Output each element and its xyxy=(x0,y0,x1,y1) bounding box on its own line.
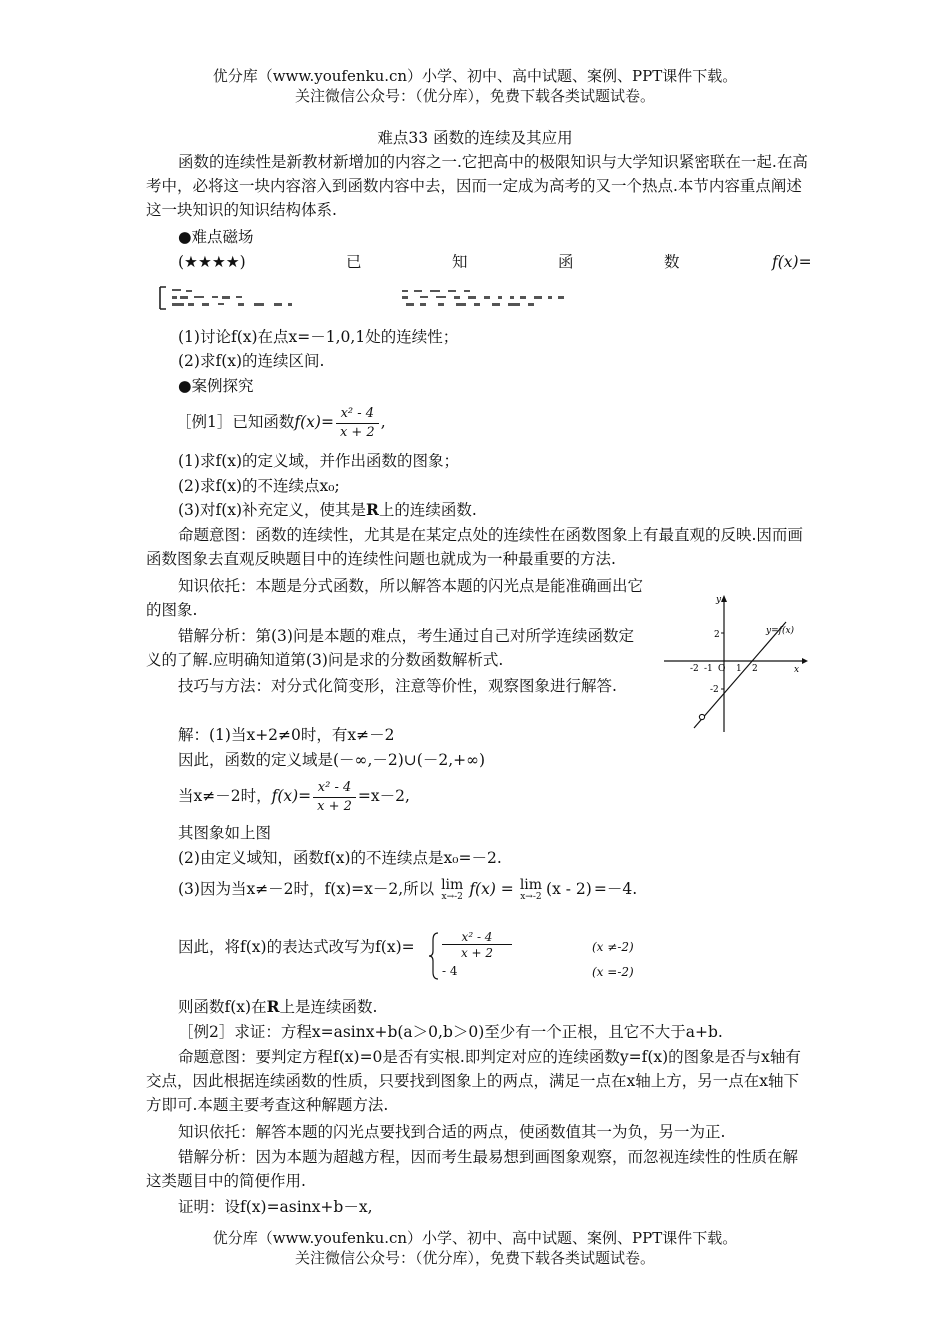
ex1-s3-frac-den: x + 2 xyxy=(317,798,352,814)
ex1-s6-f: f(x) = xyxy=(469,880,514,898)
ex1-s3-fx: f(x)= xyxy=(271,787,312,805)
limit-2 xyxy=(520,878,542,902)
section-cases: ●案例探究 xyxy=(178,377,254,395)
ex1-s6-g: (x - 2) xyxy=(546,880,592,898)
ex1-s3-fraction xyxy=(313,779,356,816)
intro-paragraph: 函数的连续性是新教材新增加的内容之一.它把高中的极限知识与大学知识紧密联在一起.在高考中，必将这一块内容溶入到函数内容中去，因而一定成为高考的又一个热点.本节内容重点阐述这一块知识的知识结构体系. xyxy=(146,153,808,219)
footer-line-1: 优分库（www.youfenku.cn）小学、初中、高中试题、案例、PPT课件下载。 xyxy=(212,1229,738,1247)
ex1-s3 xyxy=(178,776,410,816)
graph-tick-x1: 1 xyxy=(736,664,742,674)
pw-den: x + 2 xyxy=(460,946,494,960)
ex1-frac-den: x + 2 xyxy=(339,424,375,440)
limit-2-word: lim xyxy=(519,877,543,893)
graph-tick-x2: 2 xyxy=(752,664,758,674)
limit-1-sub: x→-2 xyxy=(441,892,463,902)
ex1-statement xyxy=(176,402,386,442)
ex1-fx: f(x)= xyxy=(294,413,334,431)
graph-tick-xm1: -1 xyxy=(704,664,713,674)
ex1-q3-c: 上的连续函数. xyxy=(378,501,477,519)
problem-word-4: 数 xyxy=(664,253,680,271)
ex1-s3-a: 当x≠－2时， xyxy=(178,787,272,805)
function-line xyxy=(694,622,786,728)
pw-num: x² - 4 xyxy=(442,930,512,945)
pw-cond-2: (x =-2) xyxy=(592,965,634,979)
problem-stars: (★★★★) xyxy=(178,253,246,271)
graph-y-label: y xyxy=(716,595,722,605)
section-difficulty: ●难点磁场 xyxy=(178,228,254,246)
ex1-method: 技巧与方法：对分式化简变形，注意等价性，观察图象进行解答. xyxy=(178,677,617,695)
ex1-s8 xyxy=(178,996,377,1018)
limit-1 xyxy=(441,878,463,902)
ex1-mistake: 错解分析：第(3)问是本题的难点，考生通过自己对所学连续函数定义的了解.应明确知道第(3)问是求的分数函数解析式. xyxy=(146,627,634,669)
ex1-s8-c: 上是连续函数. xyxy=(279,998,378,1016)
problem-q2: (2)求f(x)的连续区间. xyxy=(178,352,325,370)
ex1-q3 xyxy=(178,499,477,521)
y-axis-arrow-icon xyxy=(721,595,727,602)
ex1-s6-b: =－4. xyxy=(593,880,638,898)
graph-origin: O xyxy=(718,664,726,674)
ex1-fraction xyxy=(336,405,379,442)
ex1-s3-frac-num: x² - 4 xyxy=(313,779,356,798)
garbled-formula-image xyxy=(158,286,598,310)
ex2-statement: ［例2］求证：方程x=asinx+b(a＞0,b＞0)至少有一个正根，且它不大于a+b. xyxy=(178,1023,723,1041)
pw-cond-1: (x ≠-2) xyxy=(592,940,634,954)
ex1-s8-a: 则函数f(x)在 xyxy=(178,998,267,1016)
graph-tick-xm2: -2 xyxy=(690,664,699,674)
graph-tick-ym2: -2 xyxy=(710,685,719,695)
ex2-intent: 命题意图：要判定方程f(x)=0是否有实根.即判定对应的连续函数y=f(x)的图象是否与x轴有交点，因此根据连续函数的性质，只要找到图象上的两点，满足一点在x轴上方，另一点在x轴下方即可.本题主要考查这种解题方法. xyxy=(146,1048,801,1114)
ex1-label: ［例1］已知函数 xyxy=(176,413,295,431)
hole-point xyxy=(699,714,704,719)
ex1-q2: (2)求f(x)的不连续点x₀; xyxy=(178,477,340,495)
ex2-mistake: 错解分析：因为本题为超越方程，因而考生最易想到画图象观察，而忽视连续性的性质在解这类题目中的简便作用. xyxy=(146,1148,799,1190)
ex1-s5: (2)由定义域知，函数f(x)的不连续点是x₀=－2. xyxy=(178,849,502,867)
ex1-frac-num: x² - 4 xyxy=(336,405,379,424)
x-axis-arrow-icon xyxy=(802,658,808,664)
ex1-s3-b: =x－2, xyxy=(357,787,410,805)
page-title: 难点33 函数的连续及其应用 xyxy=(377,129,573,147)
header-line-1: 优分库（www.youfenku.cn）小学、初中、高中试题、案例、PPT课件下载。 xyxy=(212,67,738,85)
ex1-q3-a: (3)对f(x)补充定义，使其是 xyxy=(178,501,367,519)
graph-x-label: x xyxy=(794,665,800,675)
ex1-s2: 因此，函数的定义域是(－∞,－2)∪(－2,+∞) xyxy=(178,751,486,769)
ex1-s7: 因此，将f(x)的表达式改写为f(x)= xyxy=(178,938,415,956)
ex1-q3-bold-r: R xyxy=(366,500,379,519)
ex1-s6-a: (3)因为当x≠－2时，f(x)=x－2,所以 xyxy=(178,880,435,898)
ex1-basis: 知识依托：本题是分式函数，所以解答本题的闪光点是能准确画出它的图象. xyxy=(146,577,644,619)
ex1-intent: 命题意图：函数的连续性，尤其是在某定点处的连续性在函数图象上有最直观的反映.因而画函数图象去直观反映题目中的连续性问题也就成为一种最重要的方法. xyxy=(146,526,803,568)
ex1-s8-bold-r: R xyxy=(266,997,280,1016)
problem-q1: (1)讨论f(x)在点x=－1,0,1处的连续性； xyxy=(178,328,459,346)
ex1-tail: , xyxy=(380,413,386,431)
ex1-s4: 其图象如上图 xyxy=(178,824,272,842)
ex2-proof: 证明：设f(x)=asinx+b－x, xyxy=(178,1198,373,1216)
problem-word-2: 知 xyxy=(452,253,468,271)
problem-word-3: 函 xyxy=(558,253,574,271)
function-graph xyxy=(662,592,810,738)
footer-line-2: 关注微信公众号：（优分库），免费下载各类试题试卷。 xyxy=(294,1249,655,1267)
ex1-s6 xyxy=(178,874,637,904)
graph-tick-y2: 2 xyxy=(714,630,720,640)
problem-word-1: 已 xyxy=(346,253,362,271)
limit-2-sub: x→-2 xyxy=(520,892,542,902)
piecewise-definition xyxy=(420,930,680,982)
ex1-s1: 解：(1)当x+2≠0时，有x≠－2 xyxy=(178,726,395,744)
pw-value-2: - 4 xyxy=(442,964,458,978)
left-brace-icon xyxy=(428,932,440,980)
ex1-q1: (1)求f(x)的定义域，并作出函数的图象； xyxy=(178,452,460,470)
graph-curve-label: y=f(x) xyxy=(766,626,795,636)
limit-1-word: lim xyxy=(441,877,464,893)
header-line-2: 关注微信公众号：（优分库），免费下载各类试题试卷。 xyxy=(294,87,655,105)
ex2-basis: 知识依托：解答本题的闪光点要找到合适的两点，使函数值其一为负，另一为正. xyxy=(178,1123,726,1141)
problem-fx: f(x)= xyxy=(772,253,812,271)
